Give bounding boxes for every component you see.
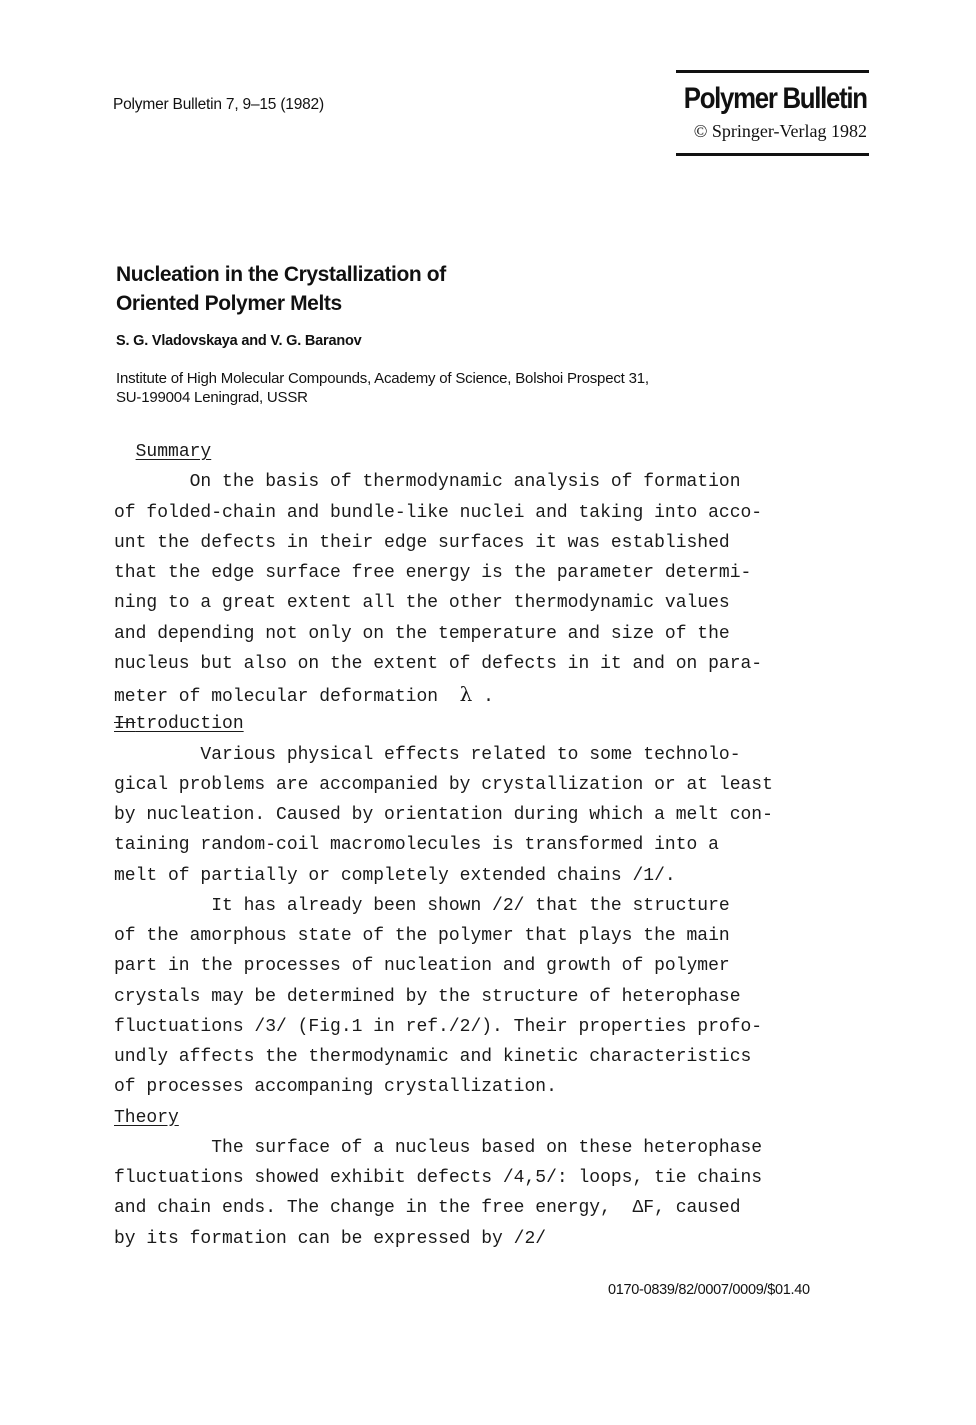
body-line: melt of partially or completely extended chains /1/. <box>114 865 676 886</box>
summary-heading: Summary <box>135 442 212 462</box>
body-line: unt the defects in their edge surfaces it was established <box>114 532 730 553</box>
lambda-symbol: λ <box>459 682 473 706</box>
body-line <box>114 679 874 709</box>
body-line: Various physical effects related to some technolo- <box>114 744 741 765</box>
affiliation-line: SU-199004 Leningrad, USSR <box>116 389 308 406</box>
body-line: of the amorphous state of the polymer that plays the main <box>114 926 730 946</box>
introduction-heading <box>114 714 244 734</box>
article-code: 0170-0839/82/0007/0009/$01.40 <box>608 1282 810 1298</box>
struck-heading-text: In <box>114 714 136 735</box>
journal-masthead <box>676 70 869 156</box>
journal-citation: Polymer Bulletin 7, 9–15 (1982) <box>113 96 324 113</box>
masthead-bottom-rule <box>676 153 869 156</box>
summary-end-mark: . <box>472 687 494 707</box>
body-line-text: meter of molecular deformation <box>114 687 460 707</box>
body-line: taining random-coil macromolecules is transformed into a <box>114 835 719 856</box>
body-line: crystals may be determined by the structure of heterophase <box>114 986 741 1007</box>
body-line: It has already been shown /2/ that the structure <box>114 895 730 916</box>
body-line: of folded-chain and bundle-like nuclei and taking into acco- <box>114 502 763 523</box>
body-line: part in the processes of nucleation and growth of polymer <box>114 956 730 977</box>
body-line: of processes accompaning crystallization. <box>114 1077 557 1098</box>
body-line: that the edge surface free energy is the parameter determi- <box>114 563 752 583</box>
body-line: nucleus but also on the extent of defects in it and on para- <box>114 653 763 674</box>
article-title-line: Nucleation in the Crystallization of <box>116 263 446 286</box>
summary-heading-line <box>114 437 874 467</box>
masthead-top-rule <box>676 70 869 73</box>
introduction-heading-text: troduction <box>135 714 244 735</box>
journal-name: Polymer Bulletin <box>684 82 867 115</box>
article-title <box>116 260 446 318</box>
article-authors: S. G. Vladovskaya and V. G. Baranov <box>116 333 362 349</box>
body-line: by its formation can be expressed by /2/ <box>114 1228 547 1249</box>
affiliation-line: Institute of High Molecular Compounds, Academy of Science, Bolshoi Prospect 31, <box>116 370 649 387</box>
body-line: The surface of a nucleus based on these heterophase <box>114 1137 763 1158</box>
body-line: and depending not only on the temperature and size of the <box>114 623 730 644</box>
introduction-heading-line <box>114 709 874 739</box>
body-line: ning to a great extent all the other thermodynamic values <box>114 593 730 614</box>
article-body <box>114 437 874 1254</box>
body-line: fluctuations showed exhibit defects /4,5/: loops, tie chains <box>114 1168 763 1188</box>
body-line: gical problems are accompanied by crystallization or at least <box>114 774 773 795</box>
author-affiliation <box>116 369 649 407</box>
body-line: and chain ends. The change in the free energy, ΔF, caused <box>114 1198 741 1219</box>
theory-heading-line <box>114 1103 874 1133</box>
body-line: On the basis of thermodynamic analysis of formation <box>114 472 741 493</box>
theory-heading: Theory <box>114 1107 179 1128</box>
body-line: undly affects the thermodynamic and kinetic characteristics <box>114 1047 752 1067</box>
publisher-copyright: © Springer-Verlag 1982 <box>693 121 867 141</box>
article-title-line: Oriented Polymer Melts <box>116 292 342 315</box>
body-line: by nucleation. Caused by orientation during which a melt con- <box>114 805 773 825</box>
body-line: fluctuations /3/ (Fig.1 in ref./2/). Their properties profo- <box>114 1016 763 1037</box>
